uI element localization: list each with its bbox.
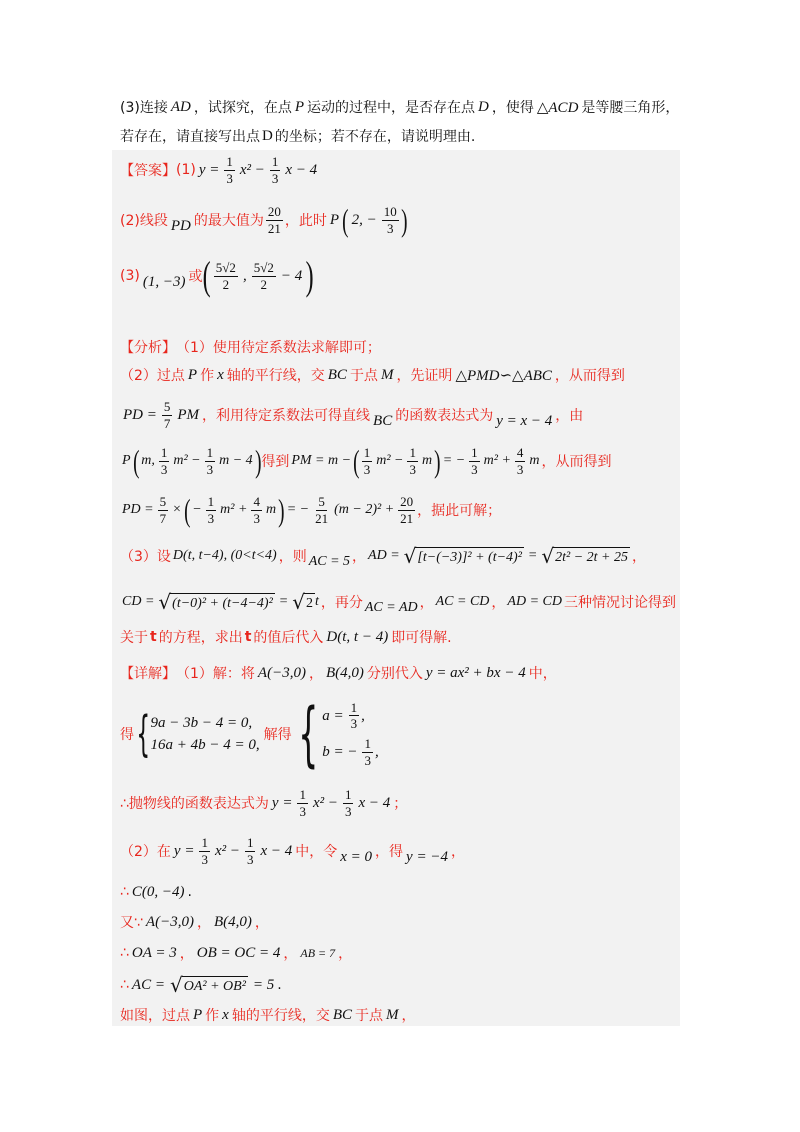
math: x² − bbox=[214, 842, 240, 859]
left-paren: ( bbox=[342, 202, 349, 238]
because-symbol: 又∵ bbox=[120, 915, 143, 931]
fraction bbox=[162, 399, 173, 431]
radicand: 2 bbox=[304, 593, 315, 613]
solution-row bbox=[322, 736, 379, 768]
analysis-text: ，则 bbox=[278, 549, 307, 565]
fraction bbox=[398, 494, 415, 526]
square-root bbox=[541, 546, 630, 566]
analysis-text: （2）过点 bbox=[120, 368, 185, 384]
numerator: 10 bbox=[383, 203, 397, 219]
detail-line-2 bbox=[120, 692, 379, 776]
denominator: 3 bbox=[299, 803, 306, 819]
math: x² − bbox=[239, 161, 265, 178]
math-d: D bbox=[262, 127, 273, 144]
numerator: 1 bbox=[271, 153, 279, 169]
math: = − bbox=[442, 453, 466, 468]
denominator: 3 bbox=[516, 461, 524, 477]
numerator: 5 bbox=[159, 493, 167, 509]
answer-text: ，此时 bbox=[284, 213, 327, 229]
math-ad: AD = bbox=[368, 548, 400, 563]
math: x − 4 bbox=[260, 842, 293, 859]
math: AB = 7 bbox=[300, 945, 336, 960]
math: , bbox=[374, 743, 379, 760]
analysis-text: ，从而得到 bbox=[554, 368, 625, 384]
analysis-text: 的方程，求出 bbox=[158, 630, 243, 646]
fraction bbox=[252, 260, 276, 292]
math: − 4 bbox=[280, 267, 303, 284]
equation-system bbox=[151, 712, 260, 757]
analysis-text: 三种情况讨论得到 bbox=[563, 595, 676, 611]
denominator: 3 bbox=[350, 716, 358, 732]
radicand: (t−0)² + (t−4−4)² bbox=[170, 593, 275, 613]
math-bc: BC bbox=[373, 412, 393, 429]
analysis-text: ，先证明 bbox=[396, 368, 453, 384]
math-d: D bbox=[478, 98, 489, 115]
fraction bbox=[382, 204, 399, 236]
detail-text: ，得 bbox=[375, 844, 404, 860]
numerator: 1 bbox=[246, 834, 254, 850]
detail-text: 中，令 bbox=[295, 844, 338, 860]
math-p: P bbox=[193, 1006, 203, 1023]
math-m: M bbox=[386, 1006, 399, 1023]
math: , bbox=[242, 267, 247, 284]
left-brace: { bbox=[297, 693, 318, 775]
analysis-line-2 bbox=[120, 355, 625, 395]
math-x: x bbox=[222, 1006, 229, 1023]
left-paren: ( bbox=[353, 443, 360, 479]
left-brace: { bbox=[136, 706, 151, 762]
square-root bbox=[158, 592, 274, 612]
analysis-line-8 bbox=[120, 617, 452, 657]
detail-text: . bbox=[187, 884, 192, 900]
numerator: 1 bbox=[364, 736, 371, 751]
question-text: ，使得 bbox=[491, 100, 534, 116]
fraction bbox=[266, 204, 283, 236]
detail-tag: 【详解】 bbox=[120, 666, 176, 682]
math-point-b: B(4,0) bbox=[213, 913, 252, 930]
math: b = − bbox=[322, 743, 358, 760]
math: m² − bbox=[173, 453, 201, 468]
left-paren: ( bbox=[132, 443, 140, 479]
math: m² − bbox=[376, 453, 404, 468]
therefore-symbol: ∴ bbox=[120, 945, 129, 961]
right-paren: ) bbox=[254, 443, 262, 479]
numerator: 1 bbox=[201, 834, 208, 850]
answer-text: 或 bbox=[188, 269, 203, 285]
math-bc: BC bbox=[332, 1006, 353, 1023]
detail-text: （1）解：将 bbox=[176, 666, 255, 682]
math: = 5 bbox=[252, 976, 275, 993]
radicand: [t−(−3)]² + (t−4)² bbox=[415, 547, 524, 567]
math: PD = bbox=[123, 406, 157, 423]
math-case: AC = AD bbox=[364, 600, 418, 615]
math: m bbox=[265, 502, 277, 517]
math-p: P bbox=[187, 366, 198, 383]
analysis-line-7 bbox=[120, 582, 676, 622]
math: PD = bbox=[122, 502, 154, 517]
numerator: 20 bbox=[400, 493, 414, 509]
analysis-text: ，从而得到 bbox=[541, 454, 612, 470]
math: x = 0 bbox=[340, 848, 373, 865]
detail-line-4 bbox=[120, 831, 465, 871]
numerator: 1 bbox=[160, 444, 168, 460]
math: PM = m − bbox=[291, 453, 352, 468]
question-text: 的坐标；若不存在，请说明理由. bbox=[274, 129, 476, 145]
math: y = bbox=[173, 842, 195, 859]
detail-text: （2）在 bbox=[120, 844, 171, 860]
analysis-text: ， bbox=[419, 595, 434, 611]
math-similar-triangles: △PMD∽△ABC bbox=[455, 367, 552, 384]
detail-text: ， bbox=[283, 946, 298, 962]
detail-text: . bbox=[277, 977, 282, 993]
detail-text: ， bbox=[196, 915, 211, 931]
math: y = bbox=[198, 161, 220, 178]
analysis-text: （1）使用待定系数法求解即可； bbox=[176, 340, 381, 356]
denominator: 7 bbox=[159, 510, 167, 526]
math-bc: BC bbox=[327, 366, 347, 383]
radical-sign: √ bbox=[158, 590, 172, 614]
numerator: 1 bbox=[207, 493, 215, 509]
denominator: 3 bbox=[387, 220, 394, 236]
fraction bbox=[407, 445, 418, 477]
numerator: 1 bbox=[299, 786, 306, 802]
math: a = bbox=[322, 707, 344, 724]
denominator: 3 bbox=[226, 170, 233, 186]
math-x: x bbox=[217, 366, 224, 383]
math-pd: PD bbox=[170, 217, 191, 234]
therefore-symbol: ∴ bbox=[120, 977, 129, 993]
question-text: ，试探究，在点 bbox=[193, 100, 292, 116]
answer-text: 的最大值为 bbox=[193, 213, 264, 229]
numerator: 4 bbox=[253, 493, 260, 509]
denominator: 21 bbox=[400, 510, 414, 526]
fraction bbox=[362, 736, 373, 768]
analysis-text: ， bbox=[352, 549, 367, 565]
analysis-text: 于点 bbox=[349, 368, 378, 384]
math: = bbox=[527, 548, 538, 563]
fraction bbox=[515, 445, 526, 477]
numerator: 1 bbox=[206, 444, 214, 460]
fraction bbox=[159, 445, 170, 477]
numerator: 5 bbox=[318, 493, 325, 509]
denominator: 21 bbox=[315, 510, 329, 526]
detail-text: 解得 bbox=[263, 727, 292, 743]
analysis-line-3 bbox=[120, 395, 583, 435]
math-point-d: D(t, t−4), (0<t<4) bbox=[172, 548, 277, 563]
denominator: 3 bbox=[246, 851, 254, 867]
math: y = bbox=[271, 794, 293, 811]
math: AC = bbox=[131, 976, 165, 993]
math: m bbox=[529, 453, 540, 468]
square-root bbox=[292, 592, 315, 612]
math: 2, − bbox=[351, 211, 377, 228]
denominator: 3 bbox=[201, 851, 208, 867]
math-case: AD = CD bbox=[507, 594, 562, 609]
denominator: 3 bbox=[206, 461, 214, 477]
math: OB = OC = 4 bbox=[196, 944, 281, 961]
numerator: 1 bbox=[471, 444, 478, 460]
math: m² + bbox=[483, 453, 511, 468]
numerator: 5√2 bbox=[215, 259, 236, 275]
detail-text: 于点 bbox=[355, 1008, 384, 1024]
math-point-a: A(−3,0) bbox=[257, 664, 306, 681]
detail-text: 轴的平行线，交 bbox=[231, 1008, 330, 1024]
detail-text: ， bbox=[308, 666, 323, 682]
analysis-text: ， bbox=[632, 549, 646, 565]
math: − bbox=[192, 502, 202, 517]
fraction bbox=[245, 835, 256, 867]
left-paren: ( bbox=[203, 253, 212, 298]
analysis-text: 得到 bbox=[261, 454, 290, 470]
detail-text: 如图，过点 bbox=[120, 1008, 190, 1024]
denominator: 3 bbox=[363, 461, 371, 477]
denominator: 3 bbox=[207, 510, 215, 526]
analysis-text: 关于 bbox=[120, 630, 148, 646]
fraction bbox=[343, 787, 354, 819]
right-paren: ) bbox=[305, 253, 314, 298]
fraction bbox=[469, 445, 480, 477]
numerator: 20 bbox=[267, 203, 281, 219]
radical-sign: √ bbox=[541, 544, 555, 568]
math-parabola: y = ax² + bx − 4 bbox=[425, 664, 526, 681]
radical-sign: √ bbox=[169, 973, 183, 997]
answer-line-2 bbox=[120, 200, 407, 240]
denominator: 3 bbox=[344, 803, 352, 819]
right-paren: ) bbox=[278, 492, 285, 528]
solution-row bbox=[322, 700, 379, 732]
numerator: 4 bbox=[516, 444, 524, 460]
math-cd: CD = bbox=[122, 594, 155, 609]
math: y = −4 bbox=[406, 848, 448, 865]
denominator: 3 bbox=[409, 461, 416, 477]
answer-part-label: (3) bbox=[120, 268, 140, 284]
detail-text: ， bbox=[254, 915, 269, 931]
math-point-a: A(−3,0) bbox=[145, 913, 194, 930]
math-triangle-acd: △ACD bbox=[536, 99, 579, 116]
radical-sign: √ bbox=[403, 544, 417, 568]
numerator: 5√2 bbox=[253, 259, 274, 275]
detail-line-9 bbox=[120, 995, 416, 1035]
analysis-text: ，再分 bbox=[320, 595, 363, 611]
analysis-line-5 bbox=[120, 490, 501, 530]
denominator: 3 bbox=[160, 461, 168, 477]
answer-part-label: (2)线段 bbox=[120, 213, 168, 229]
question-text: 若存在，请直接写出点 bbox=[120, 129, 260, 145]
math-ac: AC = 5 bbox=[308, 554, 351, 569]
math: m − 4 bbox=[219, 453, 253, 468]
detail-text: 中， bbox=[528, 666, 557, 682]
fraction bbox=[158, 494, 169, 526]
analysis-text: 的值后代入 bbox=[253, 630, 324, 646]
denominator: 3 bbox=[471, 461, 478, 477]
math: x² − bbox=[312, 794, 338, 811]
numerator: 5 bbox=[163, 398, 171, 414]
fraction bbox=[270, 154, 281, 186]
analysis-text: ，利用待定系数法可得直线 bbox=[202, 408, 371, 424]
numerator: 1 bbox=[226, 153, 233, 169]
fraction bbox=[199, 835, 210, 867]
math-p: P bbox=[294, 98, 305, 115]
analysis-text: ， bbox=[491, 595, 506, 611]
fraction bbox=[251, 494, 262, 526]
math: = − bbox=[286, 502, 310, 517]
math-p: P bbox=[122, 453, 131, 468]
math: m, bbox=[141, 453, 155, 468]
analysis-text: ，据此可解； bbox=[417, 503, 502, 519]
math-case: AC = CD bbox=[435, 594, 490, 609]
math: m bbox=[421, 453, 433, 468]
math: , bbox=[361, 707, 365, 724]
math-point-c: C(0, −4) bbox=[131, 883, 185, 900]
detail-text: ， bbox=[179, 946, 194, 962]
math-m: M bbox=[380, 366, 394, 383]
detail-text: ， bbox=[401, 1008, 416, 1024]
math-p: P bbox=[329, 211, 340, 228]
square-root bbox=[404, 546, 524, 566]
solution-system bbox=[322, 700, 379, 768]
numerator: 1 bbox=[363, 444, 371, 460]
fraction bbox=[206, 494, 217, 526]
detail-text: ， bbox=[450, 844, 465, 860]
answer-line-1 bbox=[120, 150, 320, 190]
denominator: 7 bbox=[163, 415, 171, 431]
detail-text: 得 bbox=[120, 727, 134, 743]
analysis-text: （3）设 bbox=[120, 549, 171, 565]
question-text: 是等腰三角形， bbox=[581, 100, 680, 116]
math: m² + bbox=[220, 502, 248, 517]
right-paren: ) bbox=[400, 202, 408, 238]
math: × bbox=[172, 502, 182, 517]
analysis-line-6 bbox=[120, 536, 646, 576]
analysis-text: 作 bbox=[200, 368, 215, 384]
radicand: 2t² − 2t + 25 bbox=[553, 547, 630, 567]
denominator: 3 bbox=[271, 170, 279, 186]
numerator: 1 bbox=[409, 444, 416, 460]
detail-text: 作 bbox=[205, 1008, 220, 1024]
math: x − 4 bbox=[358, 794, 391, 811]
right-paren: ) bbox=[434, 443, 441, 479]
math-t: t bbox=[244, 629, 252, 645]
numerator: 1 bbox=[350, 699, 358, 715]
question-text: 运动的过程中，是否存在点 bbox=[307, 100, 476, 116]
question-text: (3)连接 bbox=[120, 100, 168, 116]
detail-text: ， bbox=[338, 946, 353, 962]
analysis-text: 的函数表达式为 bbox=[395, 408, 494, 424]
answer-line-3 bbox=[120, 253, 315, 298]
fraction bbox=[224, 154, 235, 186]
math-pm: PM bbox=[177, 406, 200, 423]
therefore-symbol: ∴ bbox=[120, 884, 129, 900]
math-t: t bbox=[150, 629, 157, 645]
analysis-text: 即可得解. bbox=[391, 630, 452, 646]
denominator: 3 bbox=[253, 510, 260, 526]
square-root bbox=[170, 975, 248, 995]
analysis-text: ，由 bbox=[555, 408, 584, 424]
detail-text: 分别代入 bbox=[366, 666, 423, 682]
math: = bbox=[278, 594, 289, 609]
fraction bbox=[349, 700, 360, 732]
analysis-text: 轴的平行线，交 bbox=[226, 368, 325, 384]
math: x − 4 bbox=[285, 161, 318, 178]
denominator: 2 bbox=[222, 276, 230, 292]
detail-text: ∴抛物线的函数表达式为 bbox=[120, 796, 269, 812]
numerator: 1 bbox=[344, 786, 352, 802]
left-paren: ( bbox=[183, 492, 191, 528]
analysis-line-4 bbox=[120, 441, 612, 481]
answer-part-label: (1) bbox=[176, 162, 196, 178]
fraction bbox=[205, 445, 216, 477]
answer-tag: 【答案】 bbox=[120, 163, 176, 179]
math-point-d: D(t, t − 4) bbox=[326, 628, 389, 645]
math-point-b: B(4,0) bbox=[325, 664, 364, 681]
math: OA = 3 bbox=[131, 944, 177, 961]
analysis-tag: 【分析】 bbox=[120, 340, 176, 356]
fraction bbox=[214, 260, 238, 292]
denominator: 21 bbox=[267, 220, 281, 236]
equation-row: 9a − 3b − 4 = 0, bbox=[150, 714, 253, 731]
fraction bbox=[313, 494, 330, 526]
denominator: 3 bbox=[364, 752, 371, 768]
math: t bbox=[314, 594, 319, 609]
detail-line-1 bbox=[120, 653, 557, 693]
math-point: (1, −3) bbox=[142, 273, 186, 290]
math-line-bc: y = x − 4 bbox=[496, 412, 553, 429]
math-ad: AD bbox=[170, 98, 191, 115]
math: (m − 2)² + bbox=[334, 502, 395, 517]
radical-sign: √ bbox=[292, 590, 305, 614]
equation-row: 16a + 4b − 4 = 0, bbox=[150, 737, 260, 753]
radicand: OA² + OB² bbox=[182, 976, 248, 996]
fraction bbox=[362, 445, 373, 477]
fraction bbox=[297, 787, 308, 819]
denominator: 2 bbox=[260, 276, 267, 292]
detail-text: ； bbox=[393, 796, 408, 812]
detail-line-3 bbox=[120, 783, 407, 823]
